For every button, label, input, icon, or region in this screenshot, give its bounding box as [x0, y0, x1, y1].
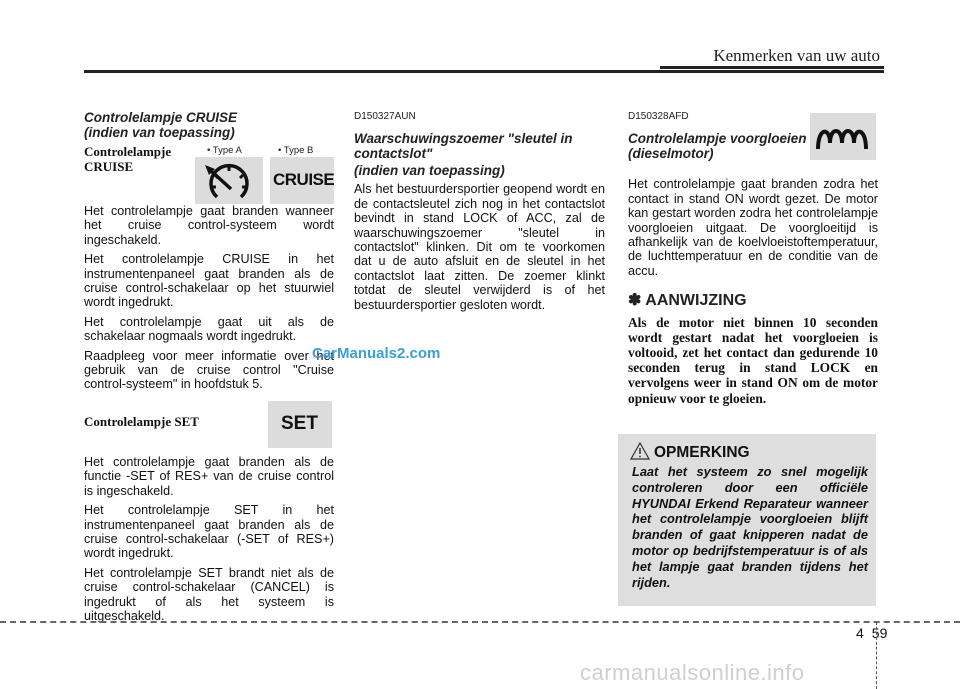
header-rule-accent [660, 66, 884, 69]
set-text-icon: SET [268, 401, 332, 448]
section-code: D150328AFD [628, 111, 689, 122]
warning-triangle-icon [630, 442, 650, 460]
footer-rule [0, 621, 960, 623]
site-watermark: carmanualsonline.info [580, 660, 805, 685]
page-header-title: Kenmerken van uw auto [713, 46, 880, 65]
glow-plug-paragraph: Het controlelampje gaat branden zodra het contact in stand ON wordt gezet. De motor kan gestart worden zodra het controlelampje voorgloeien uitgaat. De voorgloeitijd is afhankelijk van de koelvloeistoftemperatuur, de luchttemperatuur en de conditie van de accu. [628, 177, 878, 278]
set-paragraph: Het controlelampje SET brandt niet als de cruise control-schakelaar (CANCEL) is ingedrukt of als het systeem is uitgeschakeld. [84, 565, 334, 623]
set-paragraph: Het controlelampje SET in het instrumentenpaneel gaat branden als de cruise control-schakelaar (-SET of RES+) wordt ingedrukt. [84, 503, 334, 561]
section-heading-key-buzzer: Waarschuwingszoemer "sleutel in contactslot" [354, 131, 573, 162]
note-body: Als de motor niet binnen 10 seconden wordt gestart nadat het voorgloeien is voltooid, zet het contact dan gedurende 10 seconden terug in stand LOCK en vervolgens weer in stand ON om de motor opnieuw voor te gloeien. [628, 314, 878, 406]
cruise-label: Controlelampje CRUISE [84, 144, 172, 174]
section-heading-cruise: Controlelampje CRUISE (indien van toepassing) [84, 110, 238, 140]
cruise-speedometer-icon [195, 157, 263, 204]
coil-icon [810, 113, 876, 160]
warning-body: Laat het systeem zo snel mogelijk controleren door een officiële HYUNDAI Erkend Reparateur wanneer het controlelampje voorgloeien blijft branden of gaat knipperen nadat de motor op bedrijfstemperatuur is of als het lampje gaat branden tijdens het rijden. [632, 464, 868, 590]
section-heading-glow-plug: Controlelampje voorgloeien (dieselmotor) [628, 131, 807, 162]
cruise-paragraph: Het controlelampje gaat uit als de schakelaar nogmaals wordt ingedrukt. [84, 314, 334, 344]
cruise-paragraph: Het controlelampje gaat branden wanneer het cruise control-systeem wordt ingeschakeld. [84, 204, 334, 247]
type-b-label: • Type B [278, 145, 314, 156]
glow-plug-icon [810, 113, 876, 160]
type-a-label: • Type A [207, 145, 242, 156]
header-rule [84, 70, 884, 73]
cruise-paragraph: Het controlelampje CRUISE in het instrumentenpaneel gaat branden als de cruise control-schakelaar op het stuurwiel wordt ingedrukt. [84, 252, 334, 310]
cruise-text-icon: CRUISE [270, 157, 334, 204]
warning-heading: OPMERKING [654, 444, 750, 461]
page-number-separator [876, 622, 877, 689]
page-number: 4 59 [856, 625, 888, 641]
section-code: D150327AUN [354, 111, 416, 122]
key-buzzer-paragraph: Als het bestuurdersportier geopend wordt en de contactsleutel zich nog in het contactslot bevindt in stand LOCK of ACC, zal de waarschuwingszoemer "sleutel in contactslot" klinken. Dit om te voorkomen dat u de auto afsluit en de sleutel in het contactslot laat zitten. De zoemer klinkt totdat de sleutel verwijderd is of het bestuurdersportier gesloten wordt. [354, 182, 605, 312]
cruise-paragraph: Raadpleeg voor meer informatie over het gebruik van de cruise control "Cruise control-systeem" in hoofdstuk 5. [84, 348, 334, 392]
set-paragraph: Het controlelampje gaat branden als de functie -SET of RES+ van de cruise control is ingeschakeld. [84, 454, 334, 498]
column-key-buzzer [354, 110, 605, 317]
warning-box [618, 434, 876, 606]
speedometer-icon [195, 157, 263, 204]
section-subheading: (indien van toepassing) [354, 163, 505, 179]
note-heading: ✽ AANWIJZING [628, 292, 747, 310]
watermark: CarManuals2.com [312, 345, 441, 362]
set-label: Controlelampje SET [84, 413, 199, 429]
